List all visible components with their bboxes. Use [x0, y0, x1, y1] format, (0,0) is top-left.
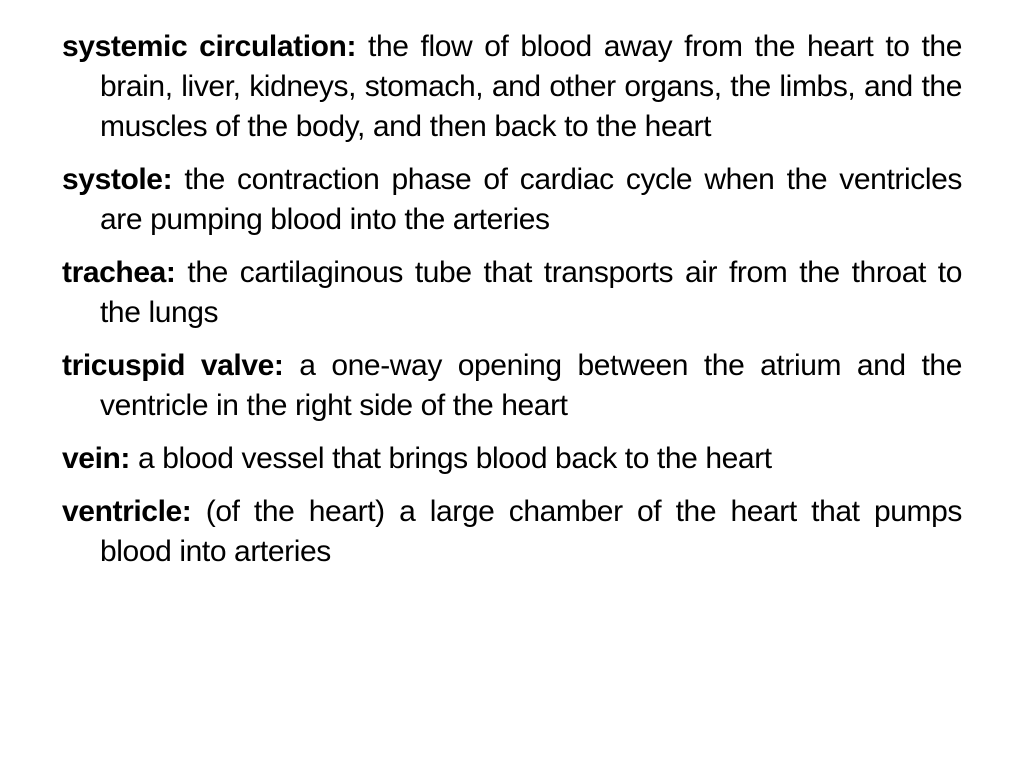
glossary-list [62, 27, 962, 585]
glossary-term: systemic circulation: [62, 30, 357, 63]
glossary-definition: the contraction phase of cardiac cycle when the ventricles are pumping blood into the arteries [100, 163, 962, 236]
glossary-term: systole: [62, 163, 173, 196]
glossary-entry-ventricle [62, 492, 962, 572]
glossary-entry-vein [62, 439, 962, 479]
glossary-term: vein: [62, 442, 131, 475]
glossary-entry-trachea [62, 253, 962, 333]
glossary-term: trachea: [62, 256, 176, 289]
glossary-definition: the flow of blood away from the heart to the brain, liver, kidneys, stomach, and other organs, the limbs, and the muscles of the body, and then back to the heart [100, 30, 962, 143]
glossary-entry-systemic-circulation [62, 27, 962, 147]
glossary-definition: a one-way opening between the atrium and the ventricle in the right side of the heart [100, 349, 962, 422]
glossary-definition: (of the heart) a large chamber of the heart that pumps blood into arteries [100, 495, 963, 568]
glossary-term: tricuspid valve: [62, 349, 284, 382]
glossary-definition: the cartilaginous tube that transports air from the throat to the lungs [100, 256, 962, 329]
glossary-entry-systole [62, 160, 962, 240]
glossary-definition: a blood vessel that brings blood back to the heart [137, 442, 772, 475]
glossary-entry-tricuspid-valve [62, 346, 962, 426]
glossary-term: ventricle: [62, 495, 192, 528]
